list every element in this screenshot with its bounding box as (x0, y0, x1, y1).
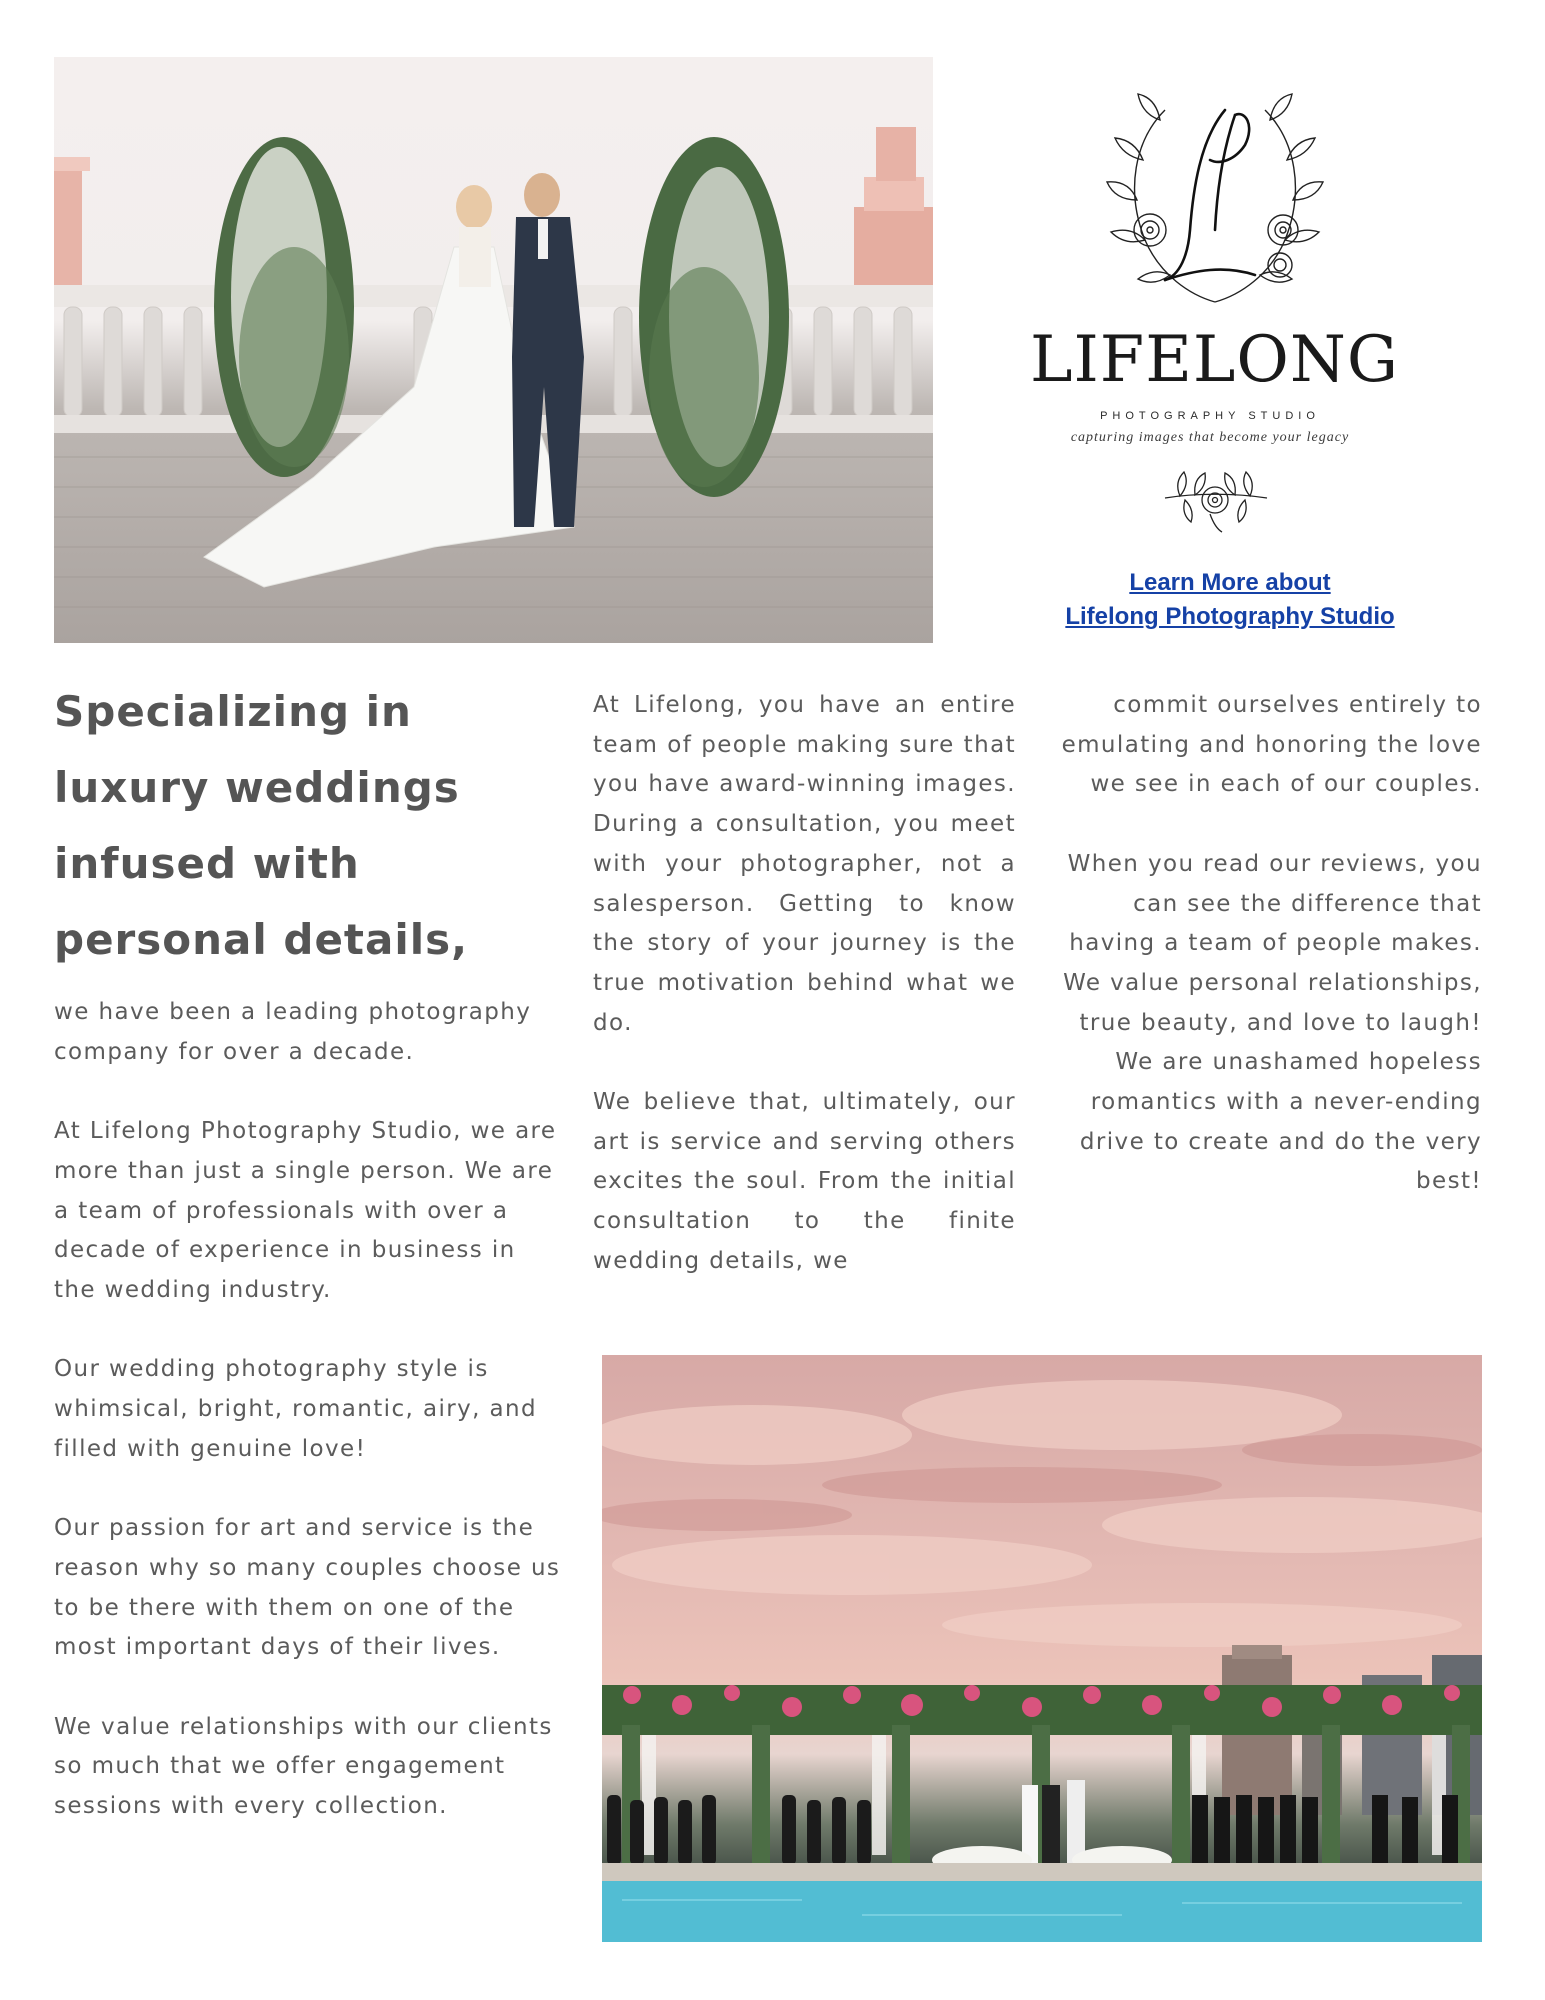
wedding-ceremony-illustration (602, 1355, 1482, 1942)
floral-crest-icon (1105, 80, 1325, 310)
paragraph: When you read our reviews, you can see the difference that having a team of people makes. We value personal relationships, true beauty, and love to laugh! We are unashamed hopeless romantics with a never-ending drive to create and do the very best! (1063, 850, 1482, 1195)
wedding-couple-illustration (54, 57, 933, 643)
floral-sprig-icon (1155, 458, 1275, 538)
wedding-ceremony-photo (602, 1355, 1482, 1942)
left-column-text (54, 993, 564, 1827)
logo-wordmark: LIFELONG (1030, 323, 1399, 397)
learn-more-link-line2[interactable]: Lifelong Photography Studio (1065, 603, 1395, 630)
learn-more-link[interactable] (1020, 566, 1440, 634)
page-heading (54, 674, 574, 978)
learn-more-link-line1[interactable]: Learn More about (1129, 569, 1331, 596)
logo-tagline: capturing images that become your legacy (1070, 430, 1350, 445)
heading-line-2: luxury weddings (54, 763, 460, 812)
middle-column-text (593, 686, 1016, 1282)
paragraph: At Lifelong Photography Studio, we are more than just a single person. We are a team of professionals with over a decade of experience in business in the wedding industry. (54, 1118, 557, 1303)
paragraph: Our passion for art and service is the reason why so many couples choose us to be there with them on one of the most important days of their lives. (54, 1515, 561, 1661)
paragraph: commit ourselves entirely to emulating and honoring the love we see in each of our couples. (1061, 692, 1482, 798)
heading-line-3: infused with (54, 839, 360, 888)
wedding-couple-photo (54, 57, 933, 643)
paragraph: Our wedding photography style is whimsical, bright, romantic, airy, and filled with genuine love! (54, 1356, 537, 1462)
heading-line-4: personal details, (54, 915, 469, 964)
paragraph: We value relationships with our clients so much that we offer engagement sessions with every collection. (54, 1713, 553, 1819)
right-column-text (1050, 686, 1482, 1202)
paragraph: At Lifelong, you have an entire team of people making sure that you have award-winning images. During a consultation, you meet with your photographer, not a salesperson. Getting to know the story of your journey is the true motivation behind what we do. (593, 692, 1016, 1036)
lifelong-logo (1030, 80, 1399, 540)
paragraph: we have been a leading photography company for over a decade. (54, 999, 532, 1065)
heading-line-1: Specializing in (54, 687, 412, 736)
paragraph: We believe that, ultimately, our art is service and serving others excites the soul. From the initial consultation to the finite wedding details, we (593, 1089, 1016, 1274)
logo-subtitle: PHOTOGRAPHY STUDIO (1100, 410, 1320, 422)
